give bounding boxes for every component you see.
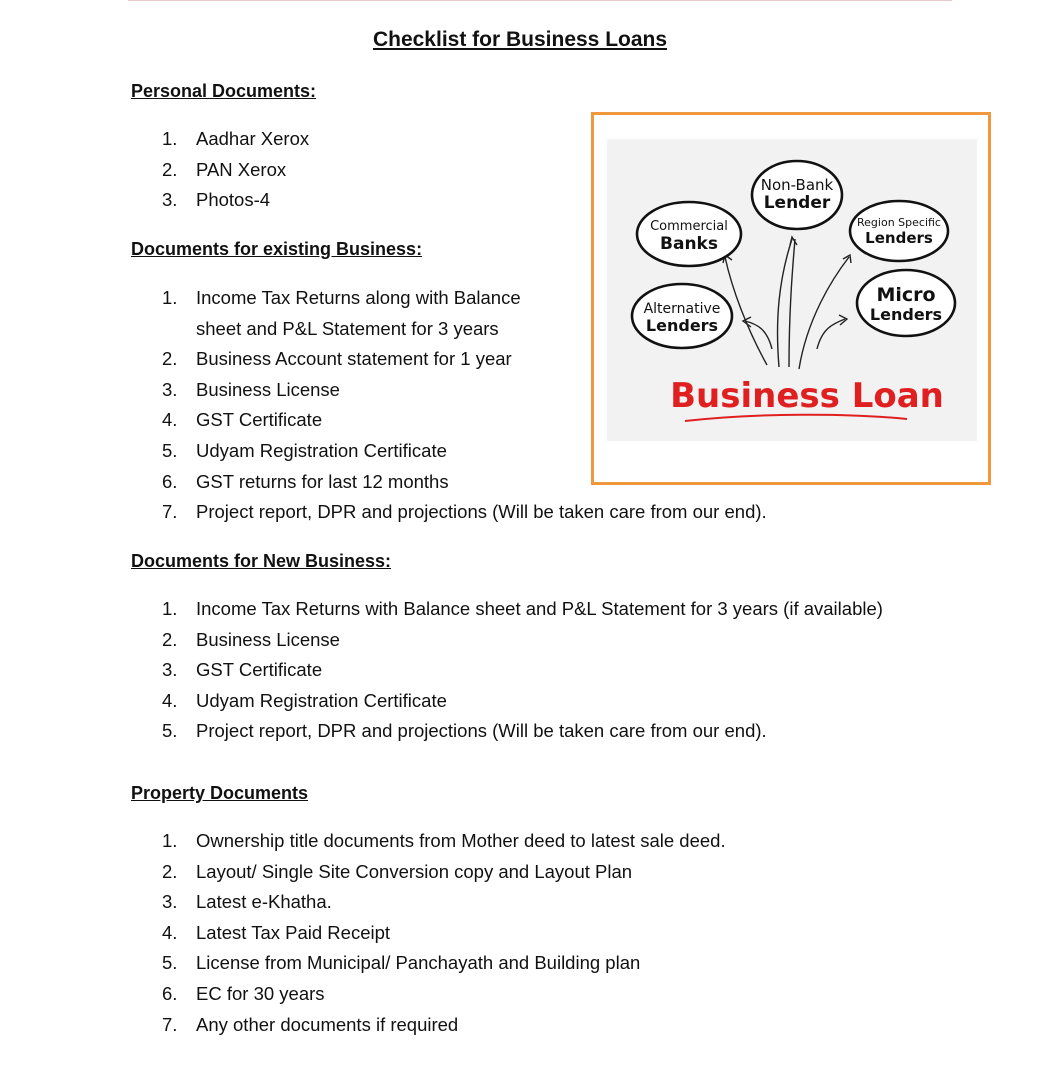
list-personal-documents (162, 124, 309, 216)
diagram-center-label: Business Loan (670, 376, 944, 416)
list-item: 2. PAN Xerox (162, 158, 287, 180)
node-commercial-line1: Commercial (650, 219, 728, 234)
node-micro-line2: Lenders (869, 305, 943, 324)
business-loan-diagram (607, 139, 977, 441)
list-item: 2. Layout/ Single Site Conversion copy and Layout Plan (162, 860, 633, 882)
list-item: 7. Project report, DPR and projections (Will be taken care from our end). (162, 501, 767, 523)
list-item: 1. Income Tax Returns with Balance sheet and P&L Statement for 3 years (if available) (162, 598, 883, 619)
node-region-line2: Lenders (865, 229, 933, 247)
list-item: 3. Photos-4 (162, 189, 271, 211)
node-region-line1: Region Specific (857, 216, 941, 229)
heading-property-documents: Property Documents (131, 783, 309, 803)
list-new-business (162, 594, 883, 747)
page-title: Checklist for Business Loans (372, 28, 668, 51)
node-alternative-line2: Lenders (645, 316, 719, 335)
list-item: 3. GST Certificate (162, 659, 323, 681)
node-micro-line1: Micro (876, 284, 936, 306)
list-item: 4. Latest Tax Paid Receipt (162, 921, 391, 943)
node-commercial-line2: Banks (660, 234, 718, 254)
list-item: 6. EC for 30 years (162, 982, 325, 1004)
list-item: 3. Latest e-Khatha. (162, 891, 332, 913)
top-rule (128, 0, 952, 1)
list-item-continuation: sheet and P&L Statement for 3 years (196, 317, 499, 339)
list-item: 4. Udyam Registration Certificate (162, 689, 447, 711)
list-item: 1. Income Tax Returns along with Balance (162, 287, 521, 308)
heading-existing-business: Documents for existing Business: (131, 239, 423, 259)
list-item: 2. Business License (162, 628, 340, 650)
list-item: 1. Ownership title documents from Mother deed to latest sale deed. (162, 830, 726, 851)
heading-personal-documents: Personal Documents: (131, 81, 317, 101)
list-item: 2. Business Account statement for 1 year (162, 348, 512, 370)
list-item: 3. Business License (162, 378, 340, 400)
business-loan-illustration (591, 112, 991, 485)
node-nonbank-line2: Lender (763, 193, 831, 213)
list-item: 6. GST returns for last 12 months (162, 470, 449, 492)
list-item: 5. License from Municipal/ Panchayath and Building plan (162, 952, 641, 974)
list-item: 1. Aadhar Xerox (162, 128, 310, 149)
list-property-documents (162, 826, 726, 1040)
node-nonbank-line1: Non-Bank (760, 176, 834, 194)
heading-new-business: Documents for New Business: (131, 551, 392, 571)
list-item: 5. Project report, DPR and projections (Will be taken care from our end). (162, 720, 767, 742)
list-item: 7. Any other documents if required (162, 1013, 459, 1035)
list-item: 4. GST Certificate (162, 409, 323, 431)
list-item: 5. Udyam Registration Certificate (162, 439, 447, 461)
node-alternative-line1: Alternative (643, 301, 721, 317)
